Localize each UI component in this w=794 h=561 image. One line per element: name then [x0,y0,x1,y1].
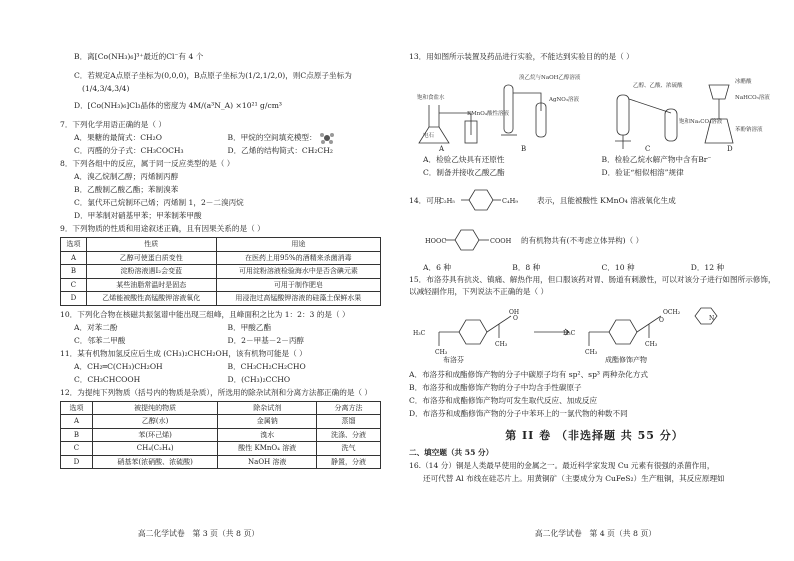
q15-option-d: D．布洛芬和成酯修饰产物的分子中苯环上的一氯代物的种数不同 [409,409,628,418]
benzene-ring-icon [455,230,479,250]
table-row [61,455,381,469]
q14-structure [409,181,779,221]
q11-option-c: C．CH₃CHCOOH [74,374,141,384]
table-header-cell: 选项 [61,238,87,252]
page-footer: 高二化学试卷 第 3 页（共 8 页） [137,529,260,538]
table-cell: 乙醇可使蛋白质变性 [86,251,216,265]
table-header-cell: 性质 [86,238,216,252]
table-cell: 静置，分液 [317,455,381,469]
table-cell: D [61,455,93,469]
q11-options-cd [60,373,381,386]
table-header [61,238,381,252]
label-ibuprofen: 布洛芬 [443,356,464,364]
table-row [61,251,381,265]
q7-option-c: C．丙醛的分子式：CH₃COCH₃ [74,146,184,155]
q10-stem: 10．下列化合物在核磁共振氢谱中能出现三组峰，且峰面积之比为 1：2：3 的是（ ） [60,309,350,319]
q10-option-c: C．邻苯二甲酸 [74,335,126,345]
table-cell: 蒸馏 [317,415,381,429]
svg-text:CH₃: CH₃ [645,341,658,348]
svg-text:CH₃: CH₃ [495,341,508,348]
apparatus-diagram [409,65,779,151]
q14-stem2: 的有机物共有(不考虑立体异构)（ ） [521,236,644,245]
q6-option-b: B．离[Co(NH₃)₆]³⁺最近的Cl⁻有 4 个 [74,52,204,61]
svg-text:O: O [659,317,664,324]
label-na2co3: 饱和Na₂CO₃溶液 [679,119,723,125]
q8-option-b: B．乙酸制乙酸乙酯；苯制溴苯 [74,185,179,194]
table-cell: NaOH 溶液 [218,455,317,469]
q7-stem: 7．下列化学用语正确的是（ ） [60,120,166,129]
q6-option-d: D．[Co(NH₃)₆]Cl₃晶体的密度为 4M/(a³N_A) ×10²¹ g/cm³ [74,101,282,110]
table-row [61,278,381,292]
panel-letter-b: B [521,145,527,151]
q10-options-cd [60,334,381,347]
q15-option-b: B．布洛芬和成酯修饰产物的分子中均含手性碳原子 [409,383,582,392]
page-4 [397,0,794,561]
q6-option-c: C．若规定A点原子坐标为(0,0,0)，B点原子坐标为(1/2,1/2,0)，则C点原子坐标为 [74,71,352,80]
table-cell: B [61,428,93,442]
benzene-ring-icon [459,320,487,344]
q7-option-b: B．甲烷的空间填充模型： [228,131,382,144]
table-cell: 溴水 [218,428,317,442]
q7-option-a: A．果糖的最简式：CH₂O [74,133,162,142]
q14-stem-post: 表示，且能被酸性 KMnO₄ 溶液氧化生成 [537,196,676,205]
table-cell: 可用淀粉溶液检验海水中是否含碘元素 [216,265,380,279]
q14-option-c: C．10 种 [601,263,635,272]
q13-option-a: A．检验乙炔具有还原性 [423,155,505,164]
q13-stem: 13．用如图所示装置及药品进行实验，不能达到实验目的的是（ ） [409,52,634,61]
q7-options-cd [60,144,381,157]
table-cell: 某些油脂常温时是固态 [86,278,216,292]
table-cell: CH₄(C₂H₄) [92,442,217,456]
table-cell: 淀粉溶液遇I₂会变蓝 [86,265,216,279]
label-ethanol-mixture: 乙醇、乙酸、浓硫酸 [633,83,683,89]
table-row [61,292,381,306]
label-phenolate: 苯酚钠溶液 [735,127,763,133]
table-row [61,415,381,429]
q15-option-c: C．布洛芬和成酯修饰产物均可发生取代反应、加成反应 [409,396,598,405]
table-cell: C [61,278,87,292]
q14-stem-pre: 14．可用 [409,196,442,205]
q12-table [60,401,381,470]
table-cell: 酸性 KMnO₄ 溶液 [218,442,317,456]
q15-option-a: A．布洛芬和成酯修饰产物的分子中碳原子均有 sp²、sp³ 两种杂化方式 [409,370,648,379]
part-heading: 二、填空题（共 55 分） [409,448,494,457]
svg-text:OCH₂: OCH₂ [663,309,681,316]
svg-text:CH₃: CH₃ [585,349,598,356]
table-cell: 在医药上用95%的酒精来杀菌消毒 [216,251,380,265]
q15-reaction-figure [409,302,780,364]
table-cell: 金属钠 [218,415,317,429]
q14-options [409,261,780,274]
svg-text:N: N [709,315,715,322]
panel-letter-d: D [727,145,733,151]
label-acetic-acid: 冰醋酸 [735,79,752,85]
section-title: 第 II 卷 （非选择题 共 55 分） [505,429,684,442]
label-calcium-carbide: 电石 [423,133,435,139]
table-row [61,428,381,442]
table-cell: 可用于制作肥皂 [216,278,380,292]
table-cell: 洗气 [317,442,381,456]
table-header-cell: 用途 [216,238,380,252]
q16-line-1: 16.（14 分）铜是人类最早使用的金属之一。最近科学家发现 Cu 元素有很强的杀菌作用， [409,461,715,470]
label-nahco3: NaHCO₃溶液 [735,95,770,101]
q15-stem: 15．布洛芬具有抗炎、镇痛、解热作用，但口服该药对胃、肠道有刺激性，可以对该分子进行如图所示修饰，以减轻副作用，下列说法不正确的是（ ） [409,275,776,296]
svg-text:H₃C: H₃C [413,330,426,337]
q13-option-b: B．检验乙烷水解产物中含有Br⁻ [601,155,712,164]
q13-option-d: D．验证“相似相溶”规律 [601,168,684,177]
q14-product [409,221,780,261]
ibuprofen-reaction [409,302,779,364]
table-header-cell: 被提纯的物质 [92,401,217,415]
panel-letter-c: C [645,145,651,151]
label-agno3: AgNO₃溶液 [549,97,580,103]
q16-line-2: 还可代替 Al 布线在硅芯片上。用黄铜矿（主要成分为 CuFeS₂）生产粗铜，其反应原理如 [423,474,725,483]
q12-stem: 12．为提纯下列物质（括号内的物质是杂质），所选用的除杂试剂和分离方法都正确的是（ ） [60,387,373,397]
q14-option-d: D．12 种 [690,263,725,272]
table-cell: B [61,265,87,279]
table-cell: A [61,251,87,265]
table-row [61,265,381,279]
table-cell: 硝基苯(浓硝酸、浓硫酸) [92,455,217,469]
q14-butyl: C₄H₉ [502,197,518,205]
svg-text:O: O [513,315,518,322]
svg-text:H₃C: H₃C [563,330,576,337]
q11-option-b: B．CH₃CH₂CH₂CHO [227,361,306,371]
svg-text:CH₃: CH₃ [435,349,448,356]
page-footer: 高二化学试卷 第 4 页（共 8 页） [534,529,657,538]
q11-option-d: D．(CH₃)₂CCHO [227,374,291,384]
q8-option-c: C．氯代环己烷制环己烯；丙烯制 1，2－二溴丙烷 [74,198,244,207]
panel-letter-a: A [439,145,445,151]
table-header [61,401,381,415]
q7-option-d: D．乙烯的结构简式：CH₂CH₂ [227,146,333,155]
q8-stem: 8．下列各组中的反应，属于同一反应类型的是（ ） [60,159,235,168]
q14-stem [409,181,780,221]
table-cell: 乙烯能被酸性高锰酸钾溶液氧化 [86,292,216,306]
q14-option-b: B．8 种 [512,263,541,272]
label-ester-product: 成酯修饰产物 [605,356,647,364]
table-row [61,442,381,456]
q8-option-a: A．溴乙烷制乙醇；丙烯制丙醇 [74,172,179,181]
methane-model-icon [319,132,335,144]
q14-ethyl: C₂H₅ [439,197,455,205]
q10-option-a: A．对苯二酚 [74,322,118,332]
q13-apparatus-figure [409,65,780,151]
label-bromoethane: 溴乙烷与NaOH乙醇溶液 [519,75,581,81]
q8-option-d: D．甲苯制对硝基甲苯；甲苯制苯甲酸 [74,211,202,220]
benzene-ring-icon [469,190,493,210]
q13-options-cd [409,166,780,179]
table-cell: 用浸泡过高锰酸钾溶液的硅藻土保鲜水果 [216,292,380,306]
benzene-ring-icon [609,320,637,344]
q14-cooh: COOH [490,237,512,245]
q6-option-c-coord: (1/4,3/4,3/4) [82,84,130,93]
table-cell: 苯(环己烯) [92,428,217,442]
q14-hooc: HOOC [425,237,447,245]
q14-product-structure [409,221,779,261]
q10-option-d: D．2－甲基－2－丙醇 [227,335,305,345]
q9-table [60,237,381,306]
table-cell: D [61,292,87,306]
label-saturated-brine: 饱和食盐水 [417,95,445,101]
table-header-cell: 除杂试剂 [218,401,317,415]
q13-options-ab [409,153,780,166]
q13-option-c: C．制备并接收乙酸乙酯 [423,168,505,177]
svg-text:OH: OH [509,309,520,316]
q14-option-a: A．6 种 [423,263,451,272]
table-cell: C [61,442,93,456]
q10-option-b: B．甲酸乙酯 [227,322,272,332]
table-cell: 乙醇(水) [92,415,217,429]
table-cell: 洗涤、分液 [317,428,381,442]
q11-options-ab [60,360,381,373]
q11-stem: 11．某有机物加氢反应后生成 (CH₃)₂CHCH₂OH，该有机物可能是（ ） [60,348,307,358]
q10-options-ab [60,321,381,334]
table-header-cell: 选项 [61,401,93,415]
table-cell: A [61,415,93,429]
label-kmno4: KMnO₄酸性溶液 [467,111,509,117]
q9-stem: 9．下列物质的性质和用途叙述正确，且有因果关系的是（ ） [60,224,265,233]
q7-options-ab [60,131,381,144]
table-header-cell: 分离方法 [317,401,381,415]
q11-option-a: A．CH₂═C(CH₃)CH₂OH [74,361,163,371]
